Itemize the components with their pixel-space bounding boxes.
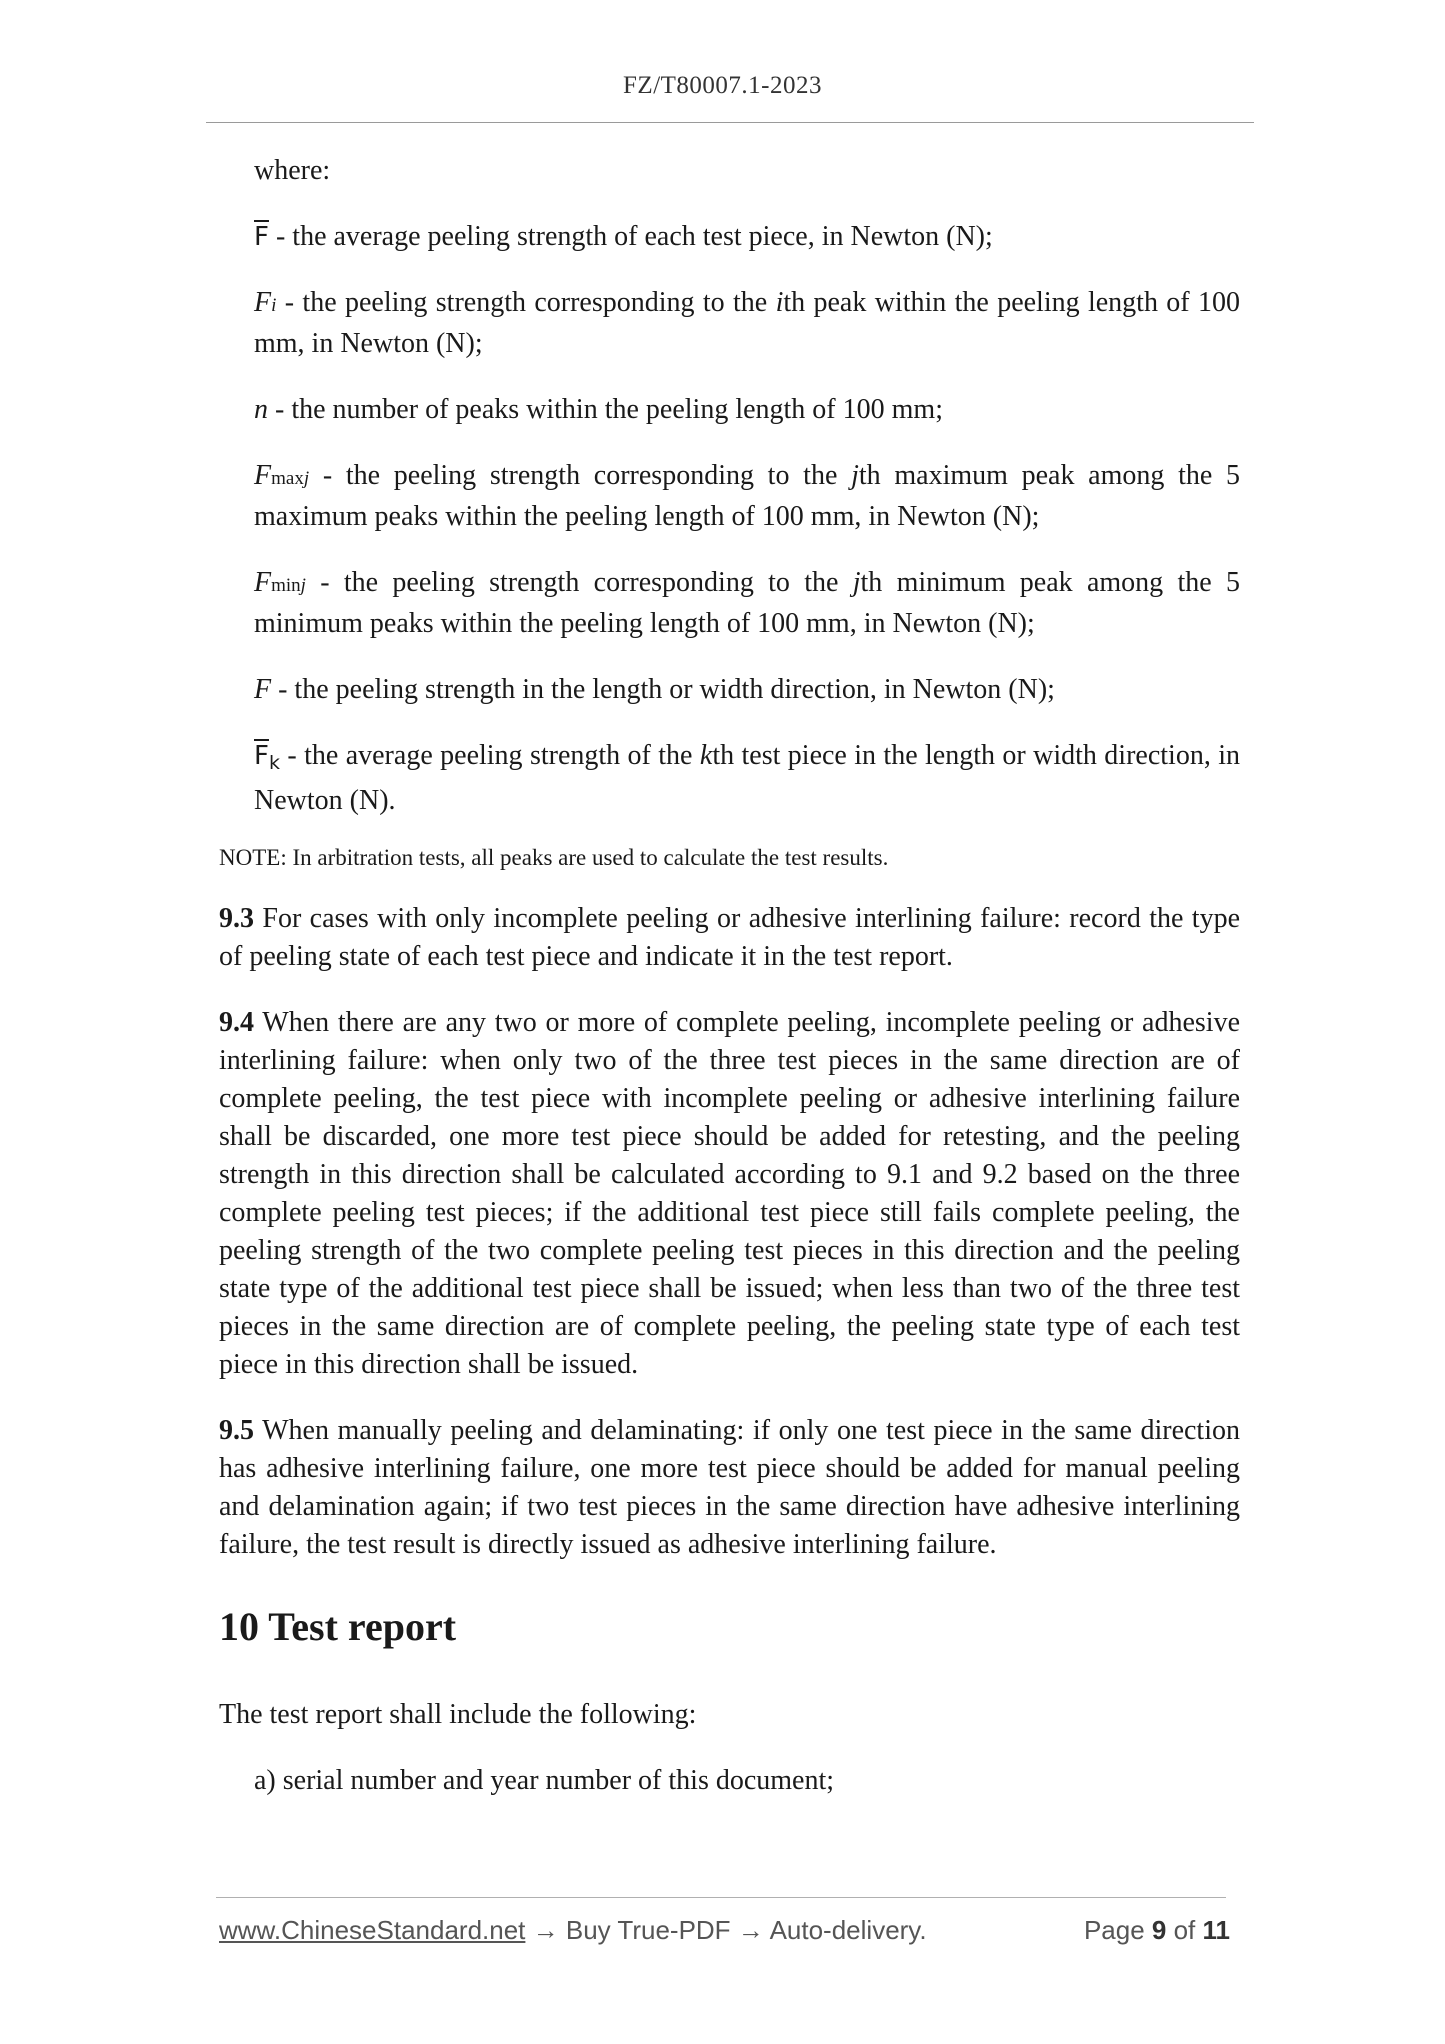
def-symbol: $\overline{F}$ <box>254 741 269 771</box>
def-text: - the average peeling strength of the <box>279 740 700 771</box>
document-header: FZ/T80007.1-2023 <box>623 72 822 99</box>
def-text: - the peeling strength corresponding to the <box>276 287 776 318</box>
def-subscript: k <box>268 752 280 774</box>
def-symbol: F <box>254 674 272 705</box>
page-indicator <box>1084 1915 1230 1946</box>
def-subscript: i <box>271 295 277 316</box>
def-subscript-italic: j <box>303 468 310 489</box>
def-text: th maximum peak among the 5 maximum peaks within the peeling length of 100 mm, in Newton (N); <box>254 460 1241 532</box>
section-intro: The test report shall include the following: <box>219 1699 697 1730</box>
def-text: th peak within the peeling length of 100 mm, in Newton (N); <box>254 287 1240 359</box>
def-max-peak-strength <box>254 457 1240 536</box>
def-italic: k <box>699 740 713 771</box>
def-symbol: n <box>254 394 268 425</box>
def-symbol: F <box>254 460 272 491</box>
def-peak-strength <box>254 284 1240 363</box>
def-symbol: $\overline{F}$ <box>254 222 269 252</box>
page-total: 11 <box>1202 1915 1230 1945</box>
footer-website-link[interactable]: www.ChineseStandard.net <box>219 1915 526 1945</box>
def-symbol: F <box>254 287 272 318</box>
section-heading: 10 Test report <box>219 1604 457 1649</box>
clause-text: For cases with only incomplete peeling or adhesive interlining failure: record the type of peeling state of each test piece and indicate it in the test report. <box>219 903 1240 972</box>
list-item: a) serial number and year number of this document; <box>254 1765 835 1796</box>
def-text: th minimum peak among the 5 minimum peaks within the peeling length of 100 mm, in Newton (N); <box>254 567 1240 639</box>
def-subscript: min <box>271 575 301 596</box>
footer-divider <box>216 1897 1226 1898</box>
clause-number: 9.5 <box>219 1415 254 1446</box>
page-of: of <box>1166 1915 1203 1945</box>
clause-text: When manually peeling and delaminating: if only one test piece in the same direction has adhesive interlining failure, one more test piece should be added for manual peeling and delamination again; if two test pieces in the same direction have adhesive interlining failure, the test result is directly issued as adhesive interlining failure. <box>219 1415 1240 1560</box>
page-content <box>219 152 1240 1828</box>
footer-tagline: → Buy True-PDF → Auto-delivery. <box>525 1915 927 1945</box>
def-min-peak-strength <box>254 564 1240 643</box>
clause-text: When there are any two or more of complete peeling, incomplete peeling or adhesive interlining failure: when only two of the three test pieces in the same direction are of complete peeling, the test piece with incomplete peeling or adhesive interlining failure shall be discarded, one more test piece should be added for retesting, and the peeling strength in this direction shall be calculated according to 9.1 and 9.2 based on the three complete peeling test pieces; if the additional test piece still fails complete peeling, the peeling strength of the two complete peeling test pieces in this direction and the peeling state type of the additional test piece shall be issued; when less than two of the three test pieces in the same direction are of complete peeling, the peeling state type of each test piece in this direction shall be issued. <box>219 1007 1240 1380</box>
def-italic: j <box>852 567 861 598</box>
def-subscript: max <box>271 468 304 489</box>
header-divider <box>206 122 1254 123</box>
def-italic: i <box>775 287 784 318</box>
def-text: th test piece in the length or width direction, in Newton (N). <box>254 740 1240 816</box>
def-text: - the average peeling strength of each test piece, in Newton (N); <box>268 221 993 252</box>
where-label: where: <box>254 155 331 186</box>
def-text: - the number of peaks within the peeling length of 100 mm; <box>268 394 943 425</box>
arbitration-note: NOTE: In arbitration tests, all peaks are used to calculate the test results. <box>219 845 889 870</box>
clause-number: 9.4 <box>219 1007 254 1038</box>
def-symbol: F <box>254 567 272 598</box>
clause-9-3 <box>219 900 1240 976</box>
def-text: - the peeling strength in the length or width direction, in Newton (N); <box>271 674 1055 705</box>
def-number-of-peaks <box>254 391 1240 429</box>
clause-number: 9.3 <box>219 903 254 934</box>
def-kth-average-strength <box>254 737 1240 820</box>
def-subscript-italic: j <box>300 575 306 596</box>
clause-9-4 <box>219 1004 1240 1384</box>
def-text: - the peeling strength corresponding to the <box>305 567 853 598</box>
page-word: Page <box>1083 1915 1152 1945</box>
def-average-peeling-strength <box>254 218 1240 256</box>
clause-9-5 <box>219 1412 1240 1564</box>
footer-promo <box>219 1915 927 1946</box>
def-italic: j <box>851 460 859 491</box>
page-current: 9 <box>1151 1915 1167 1945</box>
def-text: - the peeling strength corresponding to the <box>309 460 852 491</box>
def-direction-strength <box>254 671 1240 709</box>
